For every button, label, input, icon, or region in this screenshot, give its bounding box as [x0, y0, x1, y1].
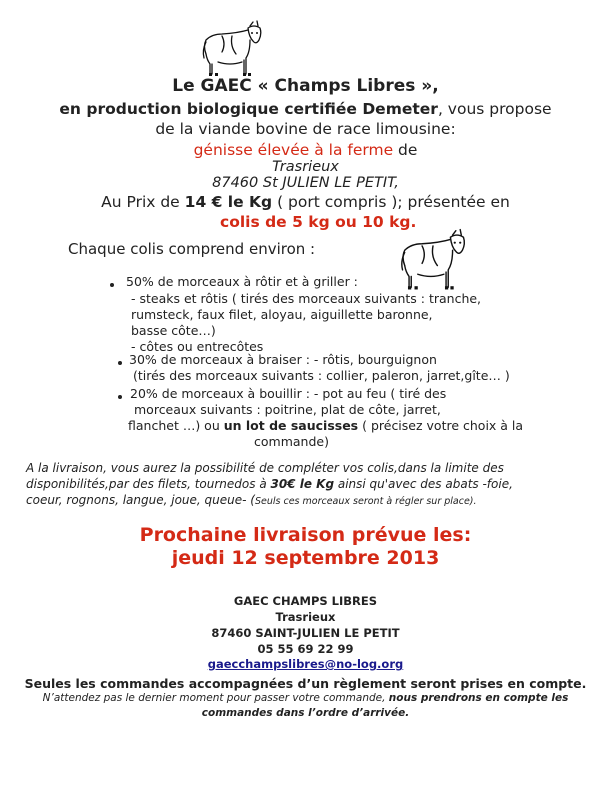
- cow-icon: [198, 18, 266, 78]
- item3-line3-start: flanchet …) ou: [128, 418, 224, 433]
- livraison-line2: [26, 477, 513, 491]
- header-line-2: [0, 100, 611, 118]
- next-delivery-date: jeudi 12 septembre 2013: [171, 547, 440, 569]
- item3-line3: [128, 418, 523, 433]
- contact-name: GAEC CHAMPS LIBRES: [233, 594, 378, 608]
- footer-line2: [0, 692, 611, 704]
- contact-phone: 05 55 69 22 99: [257, 642, 354, 656]
- livraison-line2-end: ainsi qu'avec des abats -foie,: [334, 477, 513, 491]
- sur-place-note: Seuls ces morceaux seront à régler sur place).: [254, 496, 477, 507]
- item2-line2: (tirés des morceaux suivants : collier, paleron, jarret,gîte… ): [133, 368, 510, 383]
- colis-line: [220, 213, 416, 231]
- footer-line2-bold: nous prendrons en compte les: [388, 692, 569, 704]
- filets-price: 30€ le Kg: [270, 477, 335, 491]
- header-line-3: de la viande bovine de race limousine:: [155, 120, 456, 138]
- item3-line3-end: ( précisez votre choix à la: [358, 418, 524, 433]
- flyer-title: [0, 76, 611, 96]
- price-value: 14 € le Kg: [184, 193, 273, 211]
- livraison-line2-start: disponibilités,par des filets, tournedos à: [26, 477, 271, 491]
- contact-email-link[interactable]: gaecchampslibres@no-log.org: [207, 657, 404, 671]
- price-line: [0, 193, 611, 211]
- item1-line4: basse côte…): [131, 323, 216, 338]
- footer-line1: Seules les commandes accompagnées d’un règlement seront prises en compte.: [24, 676, 587, 691]
- bullet-icon: [110, 283, 114, 287]
- bio-certified-text: en production biologique certifiée Demeter: [59, 100, 438, 118]
- farm-city: 87460 St JULIEN LE PETIT,: [212, 175, 399, 191]
- colis-text: colis de 5 kg ou 10 kg.: [220, 213, 417, 231]
- item1-line5: - côtes ou entrecôtes: [131, 339, 264, 354]
- header-line-4: [0, 141, 611, 159]
- propose-text: , vous propose: [437, 100, 552, 118]
- next-delivery-heading: Prochaine livraison prévue les:: [139, 524, 472, 546]
- item1-line1: 50% de morceaux à rôtir et à griller :: [126, 274, 358, 289]
- item3-line2: morceaux suivants : poitrine, plat de côte, jarret,: [134, 402, 441, 417]
- price-prefix: Au Prix de: [101, 193, 185, 211]
- contact-city: 87460 SAINT-JULIEN LE PETIT: [211, 626, 400, 640]
- farm-place: Trasrieux: [272, 159, 339, 175]
- livraison-line1: A la livraison, vous aurez la possibilité de compléter vos colis,dans la limite des: [26, 461, 504, 475]
- contact-place: Trasrieux: [275, 610, 336, 624]
- de-text: de: [393, 141, 418, 159]
- cow-icon: [396, 226, 470, 292]
- item3-line1: 20% de morceaux à bouillir : - pot au feu ( tiré des: [130, 386, 447, 401]
- footer-line3: commandes dans l’ordre d’arrivée.: [201, 707, 410, 719]
- bullet-icon: [118, 395, 122, 399]
- livraison-line3: [26, 493, 477, 507]
- contents-intro: Chaque colis comprend environ :: [68, 240, 316, 258]
- contact-email-row: [0, 657, 611, 671]
- item1-line2: - steaks et rôtis ( tirés des morceaux suivants : tranche,: [131, 291, 482, 306]
- genisse-text: génisse élevée à la ferme: [193, 141, 394, 159]
- bullet-icon: [118, 361, 122, 365]
- abats-list: coeur, rognons, langue, joue, queue- (: [26, 493, 255, 507]
- footer-line2-start: N’attendez pas le dernier moment pour passer votre commande,: [42, 692, 389, 704]
- item1-line3: rumsteck, faux filet, aloyau, aiguillette baronne,: [131, 307, 433, 322]
- item2-line1: 30% de morceaux à braiser : - rôtis, bourguignon: [129, 352, 437, 367]
- price-suffix: ( port compris ); présentée en: [272, 193, 510, 211]
- saucisses-text: un lot de saucisses: [223, 418, 359, 433]
- item3-line4: commande): [254, 434, 329, 449]
- title-text: Le GAEC « Champs Libres »,: [172, 76, 439, 96]
